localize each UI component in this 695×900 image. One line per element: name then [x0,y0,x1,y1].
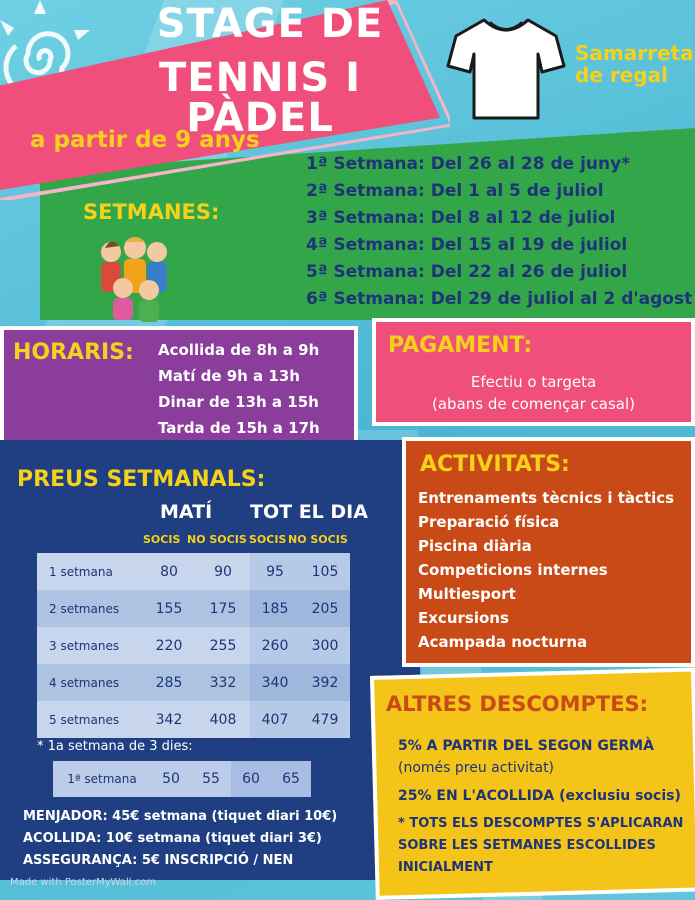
horari-item: Tarda de 15h a 17h [158,419,320,437]
horari-item: Acollida de 8h a 9h [158,341,320,359]
week-item: 6ª Setmana: Del 29 de juliol al 2 d'agost [306,289,693,309]
descompte-line: SOBRE LES SETMANES ESCOLLIDES [398,838,656,853]
week-item: 3ª Setmana: Del 8 al 12 de juliol [306,208,616,228]
horaris-label: HORARIS: [13,340,134,365]
activitats-label: ACTIVITATS: [420,452,570,477]
gift-line1: Samarreta [575,41,694,65]
title-line2: TENNIS I PÀDEL [158,55,362,141]
descomptes-label: ALTRES DESCOMPTES: [386,692,649,716]
activitat-item: Competicions internes [418,561,608,579]
price-cell: 255 [196,627,250,664]
week-item: 1ª Setmana: Del 26 al 28 de juny* [306,154,631,174]
gift-text [575,41,694,87]
week-item: 2ª Setmana: Del 1 al 5 de juliol [306,181,604,201]
price-cell: 260 [250,627,300,664]
table-row [37,701,350,738]
gift-line2: de regal [575,63,668,87]
price-cell: 50 [151,761,191,797]
price-cell: 185 [250,590,300,627]
preus-label: PREUS SETMANALS: [17,467,266,492]
activitat-item: Piscina diària [418,537,532,555]
row-label: 1ª setmana [53,761,151,797]
table-row [37,664,350,701]
price-cell: 340 [250,664,300,701]
col-tot-el-dia: TOT EL DIA [250,501,368,523]
price-cell: 205 [300,590,350,627]
weeks-label: SETMANES: [83,200,220,224]
row-label: 3 setmanes [37,627,142,664]
price-cell: 55 [191,761,231,797]
short-week-table [53,761,311,797]
pagament-label: PAGAMENT: [388,333,533,358]
watermark: Made with PosterMyWall.com [10,877,157,888]
pagament-line1: Efectiu o targeta [470,373,597,391]
price-cell: 300 [300,627,350,664]
activitats-list [418,486,674,654]
price-cell: 407 [250,701,300,738]
table-row [37,627,350,664]
activitat-item: Preparació física [418,513,560,531]
weeks-list [306,151,692,313]
activitat-item: Acampada nocturna [418,633,588,651]
kids-photo [93,232,173,324]
row-label: 2 setmanes [37,590,142,627]
horari-item: Dinar de 13h a 15h [158,393,319,411]
price-cell: 105 [300,553,350,590]
title-line1: STAGE DE [156,1,384,47]
tshirt-icon [446,14,566,124]
descompte-line: 5% A PARTIR DEL SEGON GERMÀ [398,738,654,754]
age-text: a partir de 9 anys [30,127,260,153]
price-cell: 175 [196,590,250,627]
pagament-text [372,371,695,415]
week-item: 5ª Setmana: Del 22 al 26 de juliol [306,262,628,282]
activitat-item: Multiesport [418,585,516,603]
price-cell: 342 [142,701,196,738]
subhead-socis: SOCIS [143,533,181,546]
price-cell: 95 [250,553,300,590]
activitat-item: Excursions [418,609,509,627]
descompte-line: * TOTS ELS DESCOMPTES S'APLICARAN [398,816,684,831]
asseguranca-text: ASSEGURANÇA: 5€ INSCRIPCIÓ / NEN [23,853,294,868]
col-mati: MATÍ [160,501,213,523]
menjador-text: MENJADOR: 45€ setmana (tiquet diari 10€) [23,809,338,824]
subhead-socis: SOCIS [249,533,287,546]
price-cell: 155 [142,590,196,627]
price-table [37,553,350,738]
price-cell: 60 [231,761,271,797]
descomptes-list [398,735,683,879]
price-cell: 408 [196,701,250,738]
price-cell: 479 [300,701,350,738]
row-label: 5 setmanes [37,701,142,738]
extra-costs [23,806,337,872]
subhead-no-socis: NO SOCIS [288,533,348,546]
acollida-text: ACOLLIDA: 10€ setmana (tiquet diari 3€) [23,831,322,846]
price-cell: 65 [271,761,311,797]
descompte-line: INICIALMENT [398,860,493,875]
price-cell: 392 [300,664,350,701]
week-item: 4ª Setmana: Del 15 al 19 de juliol [306,235,628,255]
short-week-note: * 1a setmana de 3 dies: [37,739,193,754]
descompte-line: (només preu activitat) [398,760,555,776]
horaris-list [158,337,320,441]
price-cell: 332 [196,664,250,701]
price-cell: 80 [142,553,196,590]
subhead-no-socis: NO SOCIS [187,533,247,546]
price-cell: 90 [196,553,250,590]
table-row [37,590,350,627]
row-label: 4 setmanes [37,664,142,701]
descompte-line: 25% EN L'ACOLLIDA (exclusiu socis) [398,788,681,804]
horari-item: Matí de 9h a 13h [158,367,300,385]
pagament-line2: (abans de començar casal) [432,395,635,413]
price-cell: 285 [142,664,196,701]
table-row [37,553,350,590]
row-label: 1 setmana [37,553,142,590]
price-cell: 220 [142,627,196,664]
table-row [53,761,311,797]
activitat-item: Entrenaments tècnics i tàctics [418,489,675,507]
